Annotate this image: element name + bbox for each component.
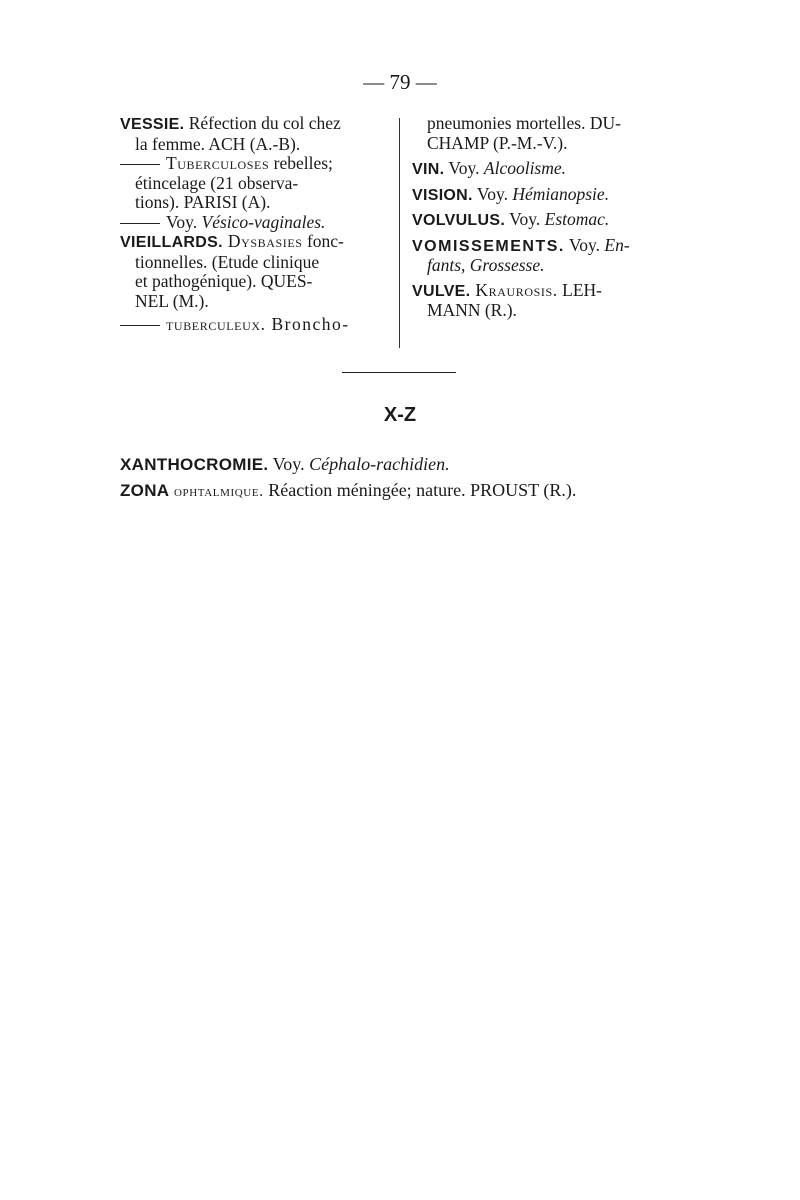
entry-tuberculoses xyxy=(120,154,394,213)
repeat-dash xyxy=(120,325,160,326)
entry-text: la femme. ACH (A.-B). xyxy=(135,133,301,154)
headword-vessie: VESSIE. xyxy=(120,116,185,133)
entry-text: tions). PARISI (A). xyxy=(135,192,271,212)
entry-text: NEL (M.). xyxy=(135,290,209,311)
entry-xanthocromie xyxy=(120,452,690,477)
entry-text: LEH- xyxy=(557,279,602,300)
entry-text: Broncho- xyxy=(265,314,350,334)
entry-text: CHAMP (P.-M.-V.). xyxy=(427,132,568,153)
entry-vieillards xyxy=(120,232,394,311)
repeat-dash xyxy=(120,223,160,224)
subheading-tuberculeux: tuberculeux. xyxy=(166,314,266,334)
cross-reference: Vésico-vaginales. xyxy=(201,211,326,232)
entry-vomissements xyxy=(412,236,690,276)
subheading-kraurosis: Kraurosis. xyxy=(470,279,558,300)
entry-text: étincelage (21 observa- xyxy=(135,172,299,193)
entry-text: tionnelles. (Etude clinique xyxy=(135,251,320,272)
cross-reference: Alcoolisme. xyxy=(483,158,567,178)
index-columns xyxy=(120,114,690,350)
section-divider xyxy=(342,372,456,373)
headword-vulve: VULVE. xyxy=(412,282,471,300)
entry-text: rebelles; xyxy=(269,153,333,173)
entry-text: Voy. xyxy=(268,454,310,474)
cross-reference: fants, Grossesse. xyxy=(427,255,545,275)
headword-volvulus: VOLVULUS. xyxy=(412,212,506,229)
entry-tuberculeux xyxy=(120,315,394,335)
entry-text: Voy. xyxy=(166,211,202,232)
headword-vieillards: VIEILLARDS. xyxy=(120,234,223,251)
right-column xyxy=(412,114,690,321)
cross-reference: Estomac. xyxy=(544,209,610,229)
entry-text: MANN (R.). xyxy=(427,300,517,320)
entry-text: et pathogénique). QUES- xyxy=(135,271,313,291)
entry-vin xyxy=(412,159,690,180)
column-rule xyxy=(399,118,400,348)
entry-pneumonies xyxy=(412,114,690,153)
entry-text: Voy. xyxy=(472,183,513,204)
headword-vision: VISION. xyxy=(412,186,473,204)
subheading-tuberculoses: Tuberculoses xyxy=(166,153,270,173)
cross-reference: En- xyxy=(604,234,630,255)
entry-text: Voy. xyxy=(564,234,605,255)
subheading-dysbasies: Dysbasies xyxy=(222,231,303,251)
section-title: X-Z xyxy=(383,404,417,426)
repeat-dash xyxy=(120,164,160,165)
entry-voy-vesico xyxy=(120,213,394,233)
left-column xyxy=(120,114,394,335)
entry-vision xyxy=(412,185,690,206)
page-number: — 79 — xyxy=(363,70,437,94)
cross-reference: Céphalo-rachidien. xyxy=(309,454,450,474)
entry-vulve xyxy=(412,281,690,321)
headword-xanthocromie: XANTHOCROMIE. xyxy=(120,455,269,474)
entry-vessie xyxy=(120,114,394,154)
cross-reference: Hémianopsie. xyxy=(512,183,610,204)
headword-vin: VIN. xyxy=(412,161,445,178)
entry-text: Réaction méningée; nature. PROUST (R.). xyxy=(263,480,577,500)
entry-zona xyxy=(120,478,690,504)
headword-zona: ZONA xyxy=(120,481,170,500)
entry-text: fonc- xyxy=(302,231,344,251)
entry-text: pneumonies mortelles. DU- xyxy=(427,113,621,133)
headword-vomissements: VOMISSEMENTS. xyxy=(412,237,565,255)
entry-text: Réfection du col chez xyxy=(184,113,341,133)
entry-volvulus xyxy=(412,210,690,231)
entry-text: Voy. xyxy=(444,158,484,178)
entry-text: Voy. xyxy=(505,209,545,229)
subheading-ophtalmique: ophtalmique. xyxy=(169,483,264,500)
